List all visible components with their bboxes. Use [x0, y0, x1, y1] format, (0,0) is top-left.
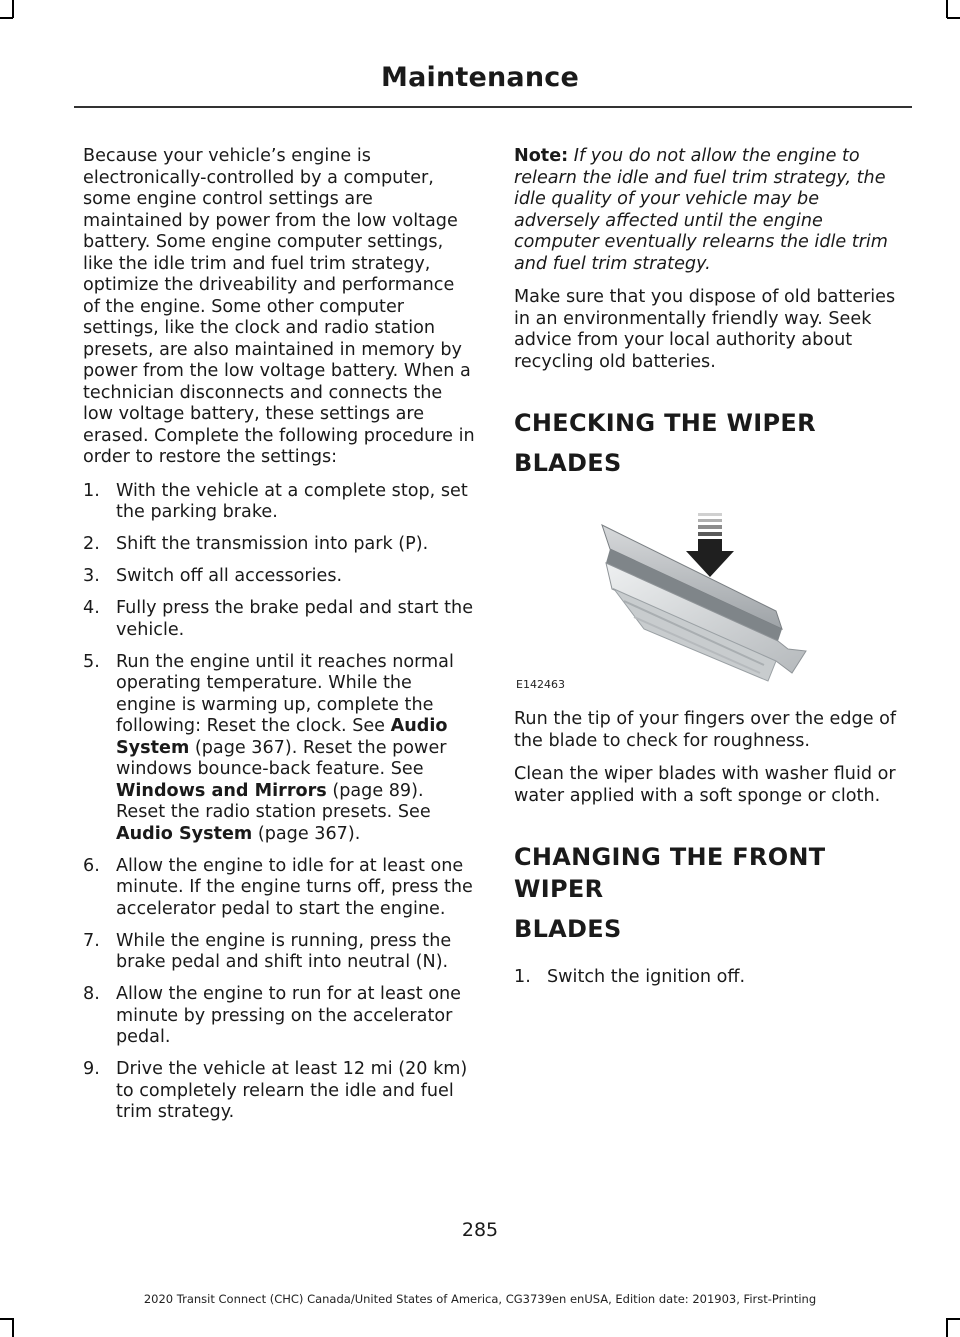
- list-item: 6. Allow the engine to idle for at least one minute. If the engine turns off, press the accelerator pedal to start the engine.: [83, 855, 473, 919]
- crop-mark: [12, 0, 14, 18]
- crop-mark: [0, 1318, 13, 1320]
- list-item: 1. With the vehicle at a complete stop, set the parking brake.: [83, 480, 468, 522]
- page-number: 285: [461, 1219, 499, 1241]
- section-heading-checking: CHECKING THE WIPER BLADES: [514, 409, 816, 477]
- wiper-blade-illustration: [514, 501, 906, 697]
- wiper-blade-image: [514, 501, 906, 697]
- note-label: Note:: [514, 146, 569, 166]
- crop-mark: [946, 1318, 948, 1337]
- clean-paragraph: Clean the wiper blades with washer fluid or water applied with a soft sponge or cloth.: [514, 764, 896, 806]
- list-item: 5. Run the engine until it reaches normal operating temperature. While the engine is warming up, complete the following: Reset the clock. See Audio System (page 367). Reset the power windows bounce-back feature. See Windows and Mirrors (page 89). Reset the radio station presets. See Audio System (page 367).: [83, 651, 454, 844]
- restore-settings-steps: [83, 481, 475, 1124]
- right-column: [514, 146, 906, 999]
- page-title: Maintenance: [381, 62, 579, 93]
- footer-text: 2020 Transit Connect (CHC) Canada/United States of America, CG3739en enUSA, Edition date: 201903, First-Printing: [143, 1292, 817, 1306]
- intro-paragraph: Because your vehicle’s engine is electronically-controlled by a computer, some engine control settings are maintained by power from the low voltage battery. Some engine computer settings, like the idle trim and fuel trim strategy, optimize the driveability and performance of the engine. Some other computer settings, like the clock and radio station presets, are also maintained in memory by power from the low voltage battery. When a technician disconnects and connects the low voltage battery, these settings are erased. Complete the following procedure in order to restore the settings:: [83, 146, 475, 467]
- crop-mark: [947, 17, 960, 19]
- crop-mark: [947, 1318, 960, 1320]
- windows-and-mirrors-link[interactable]: Windows and Mirrors: [116, 780, 327, 801]
- change-blades-steps: [514, 967, 906, 989]
- list-item: 9. Drive the vehicle at least 12 mi (20 km) to completely relearn the idle and fuel trim strategy.: [83, 1059, 468, 1122]
- crop-mark: [946, 0, 948, 18]
- check-paragraph: Run the tip of your fingers over the edge of the blade to check for roughness.: [514, 709, 897, 751]
- list-item: 3. Switch off all accessories.: [83, 566, 343, 586]
- list-item: 4. Fully press the brake pedal and start the vehicle.: [83, 598, 474, 640]
- left-column: [83, 146, 475, 1134]
- audio-system-link[interactable]: Audio System: [116, 823, 253, 844]
- audio-system-link[interactable]: Audio System: [116, 716, 448, 758]
- section-heading-changing: CHANGING THE FRONT WIPER BLADES: [514, 843, 826, 943]
- figure-code: E142463: [516, 677, 565, 691]
- list-item: 7. While the engine is running, press the brake pedal and shift into neutral (N).: [83, 930, 452, 972]
- dispose-paragraph: Make sure that you dispose of old batteries in an environmentally friendly way. Seek advice from your local authority about recycling old batteries.: [514, 287, 896, 372]
- list-item: 8. Allow the engine to run for at least one minute by pressing on the accelerator pedal.: [83, 984, 461, 1047]
- list-item: 2. Shift the transmission into park (P).: [83, 534, 429, 554]
- list-item: 1. Switch the ignition off.: [514, 967, 746, 987]
- header-divider: [74, 106, 912, 108]
- crop-mark: [12, 1318, 14, 1337]
- crop-mark: [0, 17, 13, 19]
- note-paragraph: Note: If you do not allow the engine to relearn the idle and fuel trim strategy, the idle quality of your vehicle may be adversely affected until the engine computer eventually relearns the idle trim and fuel trim strategy.: [514, 146, 888, 274]
